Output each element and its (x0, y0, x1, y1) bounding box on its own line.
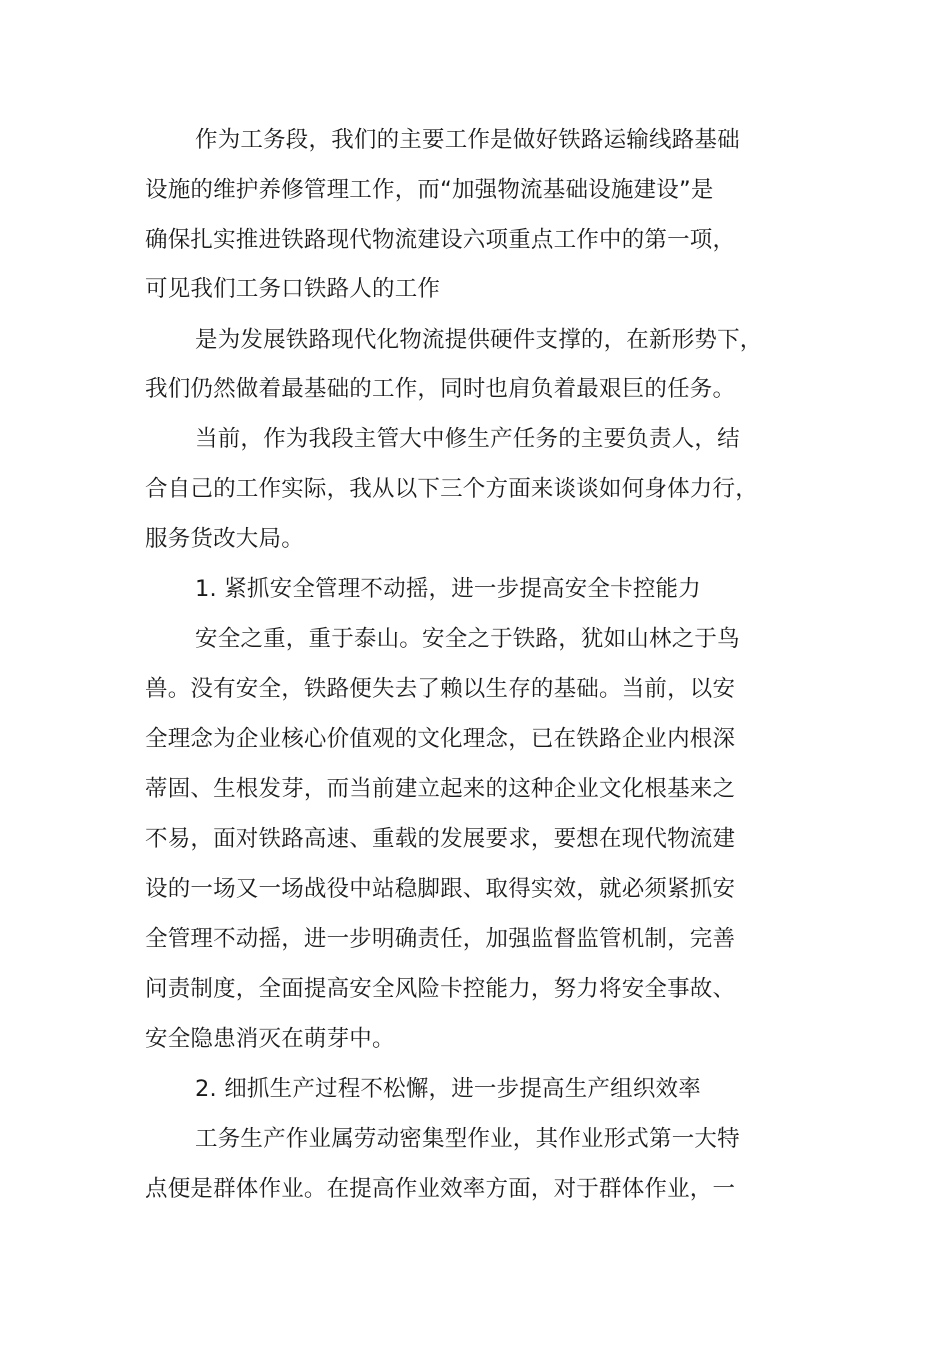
paragraph-line: 可见我们工务口铁路人的工作 (145, 276, 441, 302)
paragraph-line: 当前，作为我段主管大中修生产任务的主要负责人，结 (195, 426, 740, 452)
paragraph-line: 服务货改大局。 (145, 526, 304, 552)
paragraph-line: 是为发展铁路现代化物流提供硬件支撑的，在新形势下， (195, 327, 763, 353)
paragraph-line: 合自己的工作实际，我从以下三个方面来谈谈如何身体力行， (145, 476, 758, 502)
paragraph-line: 确保扎实推进铁路现代物流建设六项重点工作中的第一项， (145, 227, 736, 253)
section-heading: 1. 紧抓安全管理不动摇，进一步提高安全卡控能力 (195, 576, 701, 602)
paragraph-line: 问责制度，全面提高安全风险卡控能力，努力将安全事故、 (145, 976, 736, 1002)
paragraph-line: 安全之重，重于泰山。安全之于铁路，犹如山林之于鸟 (195, 626, 740, 652)
paragraph-line: 作为工务段，我们的主要工作是做好铁路运输线路基础 (195, 127, 740, 153)
paragraph-line: 全管理不动摇，进一步明确责任，加强监督监管机制，完善 (145, 926, 736, 952)
paragraph-line: 不易，面对铁路高速、重载的发展要求，要想在现代物流建 (145, 826, 736, 852)
paragraph-line: 安全隐患消灭在萌芽中。 (145, 1026, 395, 1052)
paragraph-line: 设施的维护养修管理工作，而“加强物流基础设施建设”是 (145, 177, 714, 203)
paragraph-line: 设的一场又一场战役中站稳脚跟、取得实效，就必须紧抓安 (145, 876, 736, 902)
paragraph-line: 全理念为企业核心价值观的文化理念，已在铁路企业内根深 (145, 726, 736, 752)
paragraph-line: 点便是群体作业。在提高作业效率方面，对于群体作业，一 (145, 1176, 736, 1202)
paragraph-line: 兽。没有安全，铁路便失去了赖以生存的基础。当前，以安 (145, 676, 736, 702)
section-heading: 2. 细抓生产过程不松懈，进一步提高生产组织效率 (195, 1076, 701, 1102)
paragraph-line: 我们仍然做着最基础的工作，同时也肩负着最艰巨的任务。 (145, 376, 736, 402)
paragraph-line: 蒂固、生根发芽，而当前建立起来的这种企业文化根基来之 (145, 776, 736, 802)
paragraph-line: 工务生产作业属劳动密集型作业，其作业形式第一大特 (195, 1126, 740, 1152)
